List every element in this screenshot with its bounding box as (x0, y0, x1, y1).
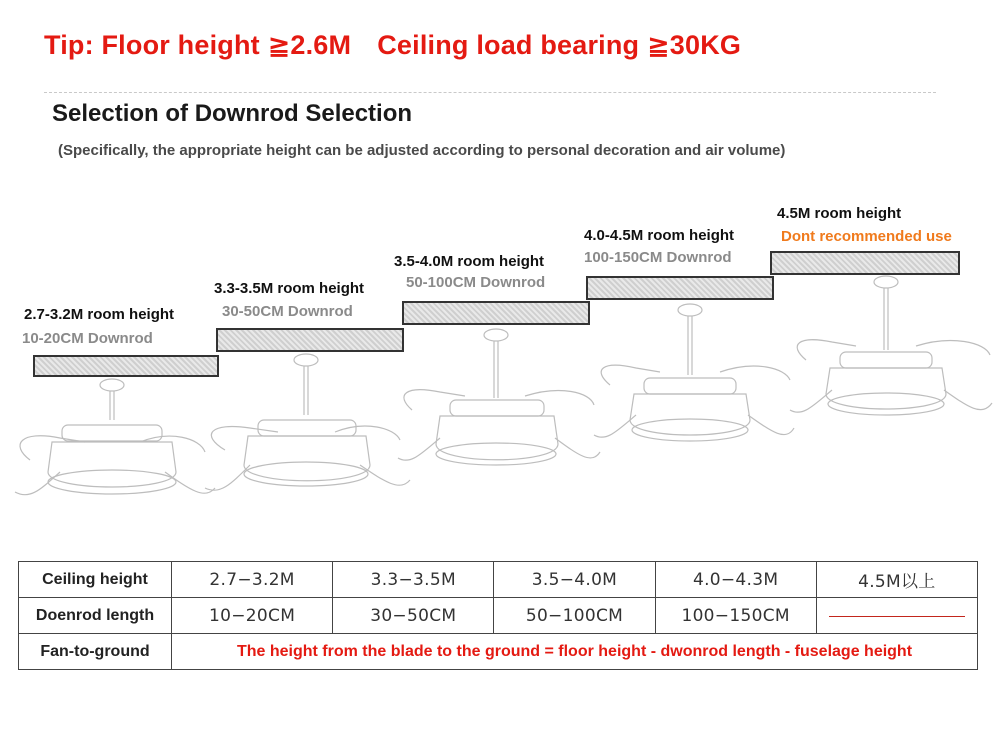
step-3-downrod: 50-100CM Downrod (406, 274, 546, 291)
step-2-height: 3.3-3.5M room height (214, 280, 365, 297)
table-cell: 30−50CM (333, 598, 494, 634)
fan-illustrations (0, 260, 1000, 540)
step-5-warning: Dont recommended use (781, 228, 952, 245)
table-cell: 3.5−4.0M (494, 562, 655, 598)
table-row-ceiling-height (19, 562, 978, 598)
section-title: Selection of Downrod Selection (52, 100, 413, 127)
step-5-height: 4.5M room height (777, 205, 902, 222)
table-cell: 3.3−3.5M (333, 562, 494, 598)
divider (44, 92, 936, 93)
step-1-downrod: 10-20CM Downrod (22, 330, 153, 347)
tip-banner (44, 30, 741, 61)
table-cell-not-applicable (816, 598, 977, 634)
tip-ceiling-load: Ceiling load bearing ≧30KG (377, 30, 742, 60)
table-cell: 4.0−4.3M (655, 562, 816, 598)
step-3-height: 3.5-4.0M room height (394, 253, 545, 270)
table-cell: 2.7−3.2M (172, 562, 333, 598)
tip-floor-height: Tip: Floor height ≧2.6M (44, 30, 352, 60)
table-cell: 10−20CM (172, 598, 333, 634)
spec-table (18, 561, 978, 670)
ceiling-fan-2-icon (205, 354, 410, 490)
row-label: Fan-to-ground (19, 634, 172, 670)
table-cell: 100−150CM (655, 598, 816, 634)
table-cell: 50−100CM (494, 598, 655, 634)
step-4-height: 4.0-4.5M room height (584, 227, 735, 244)
step-4-downrod: 100-150CM Downrod (584, 249, 732, 266)
ceiling-fan-4-icon (594, 304, 794, 441)
step-1-height: 2.7-3.2M room height (24, 306, 175, 323)
ceiling-fan-1-icon (15, 379, 215, 495)
table-row-downrod-length (19, 598, 978, 634)
step-2-downrod: 30-50CM Downrod (222, 303, 353, 320)
row-label: Doenrod length (19, 598, 172, 634)
row-label: Ceiling height (19, 562, 172, 598)
fan-to-ground-formula: The height from the blade to the ground = floor height - dwonrod length - fuselage height (172, 634, 978, 670)
dash-line (829, 616, 965, 617)
ceiling-fan-5-icon (790, 276, 992, 415)
table-row-fan-to-ground (19, 634, 978, 670)
ceiling-fan-3-icon (398, 329, 600, 465)
section-subtitle: (Specifically, the appropriate height can be adjusted according to personal decoration and air volume) (58, 142, 786, 159)
table-cell: 4.5M以上 (816, 562, 977, 598)
